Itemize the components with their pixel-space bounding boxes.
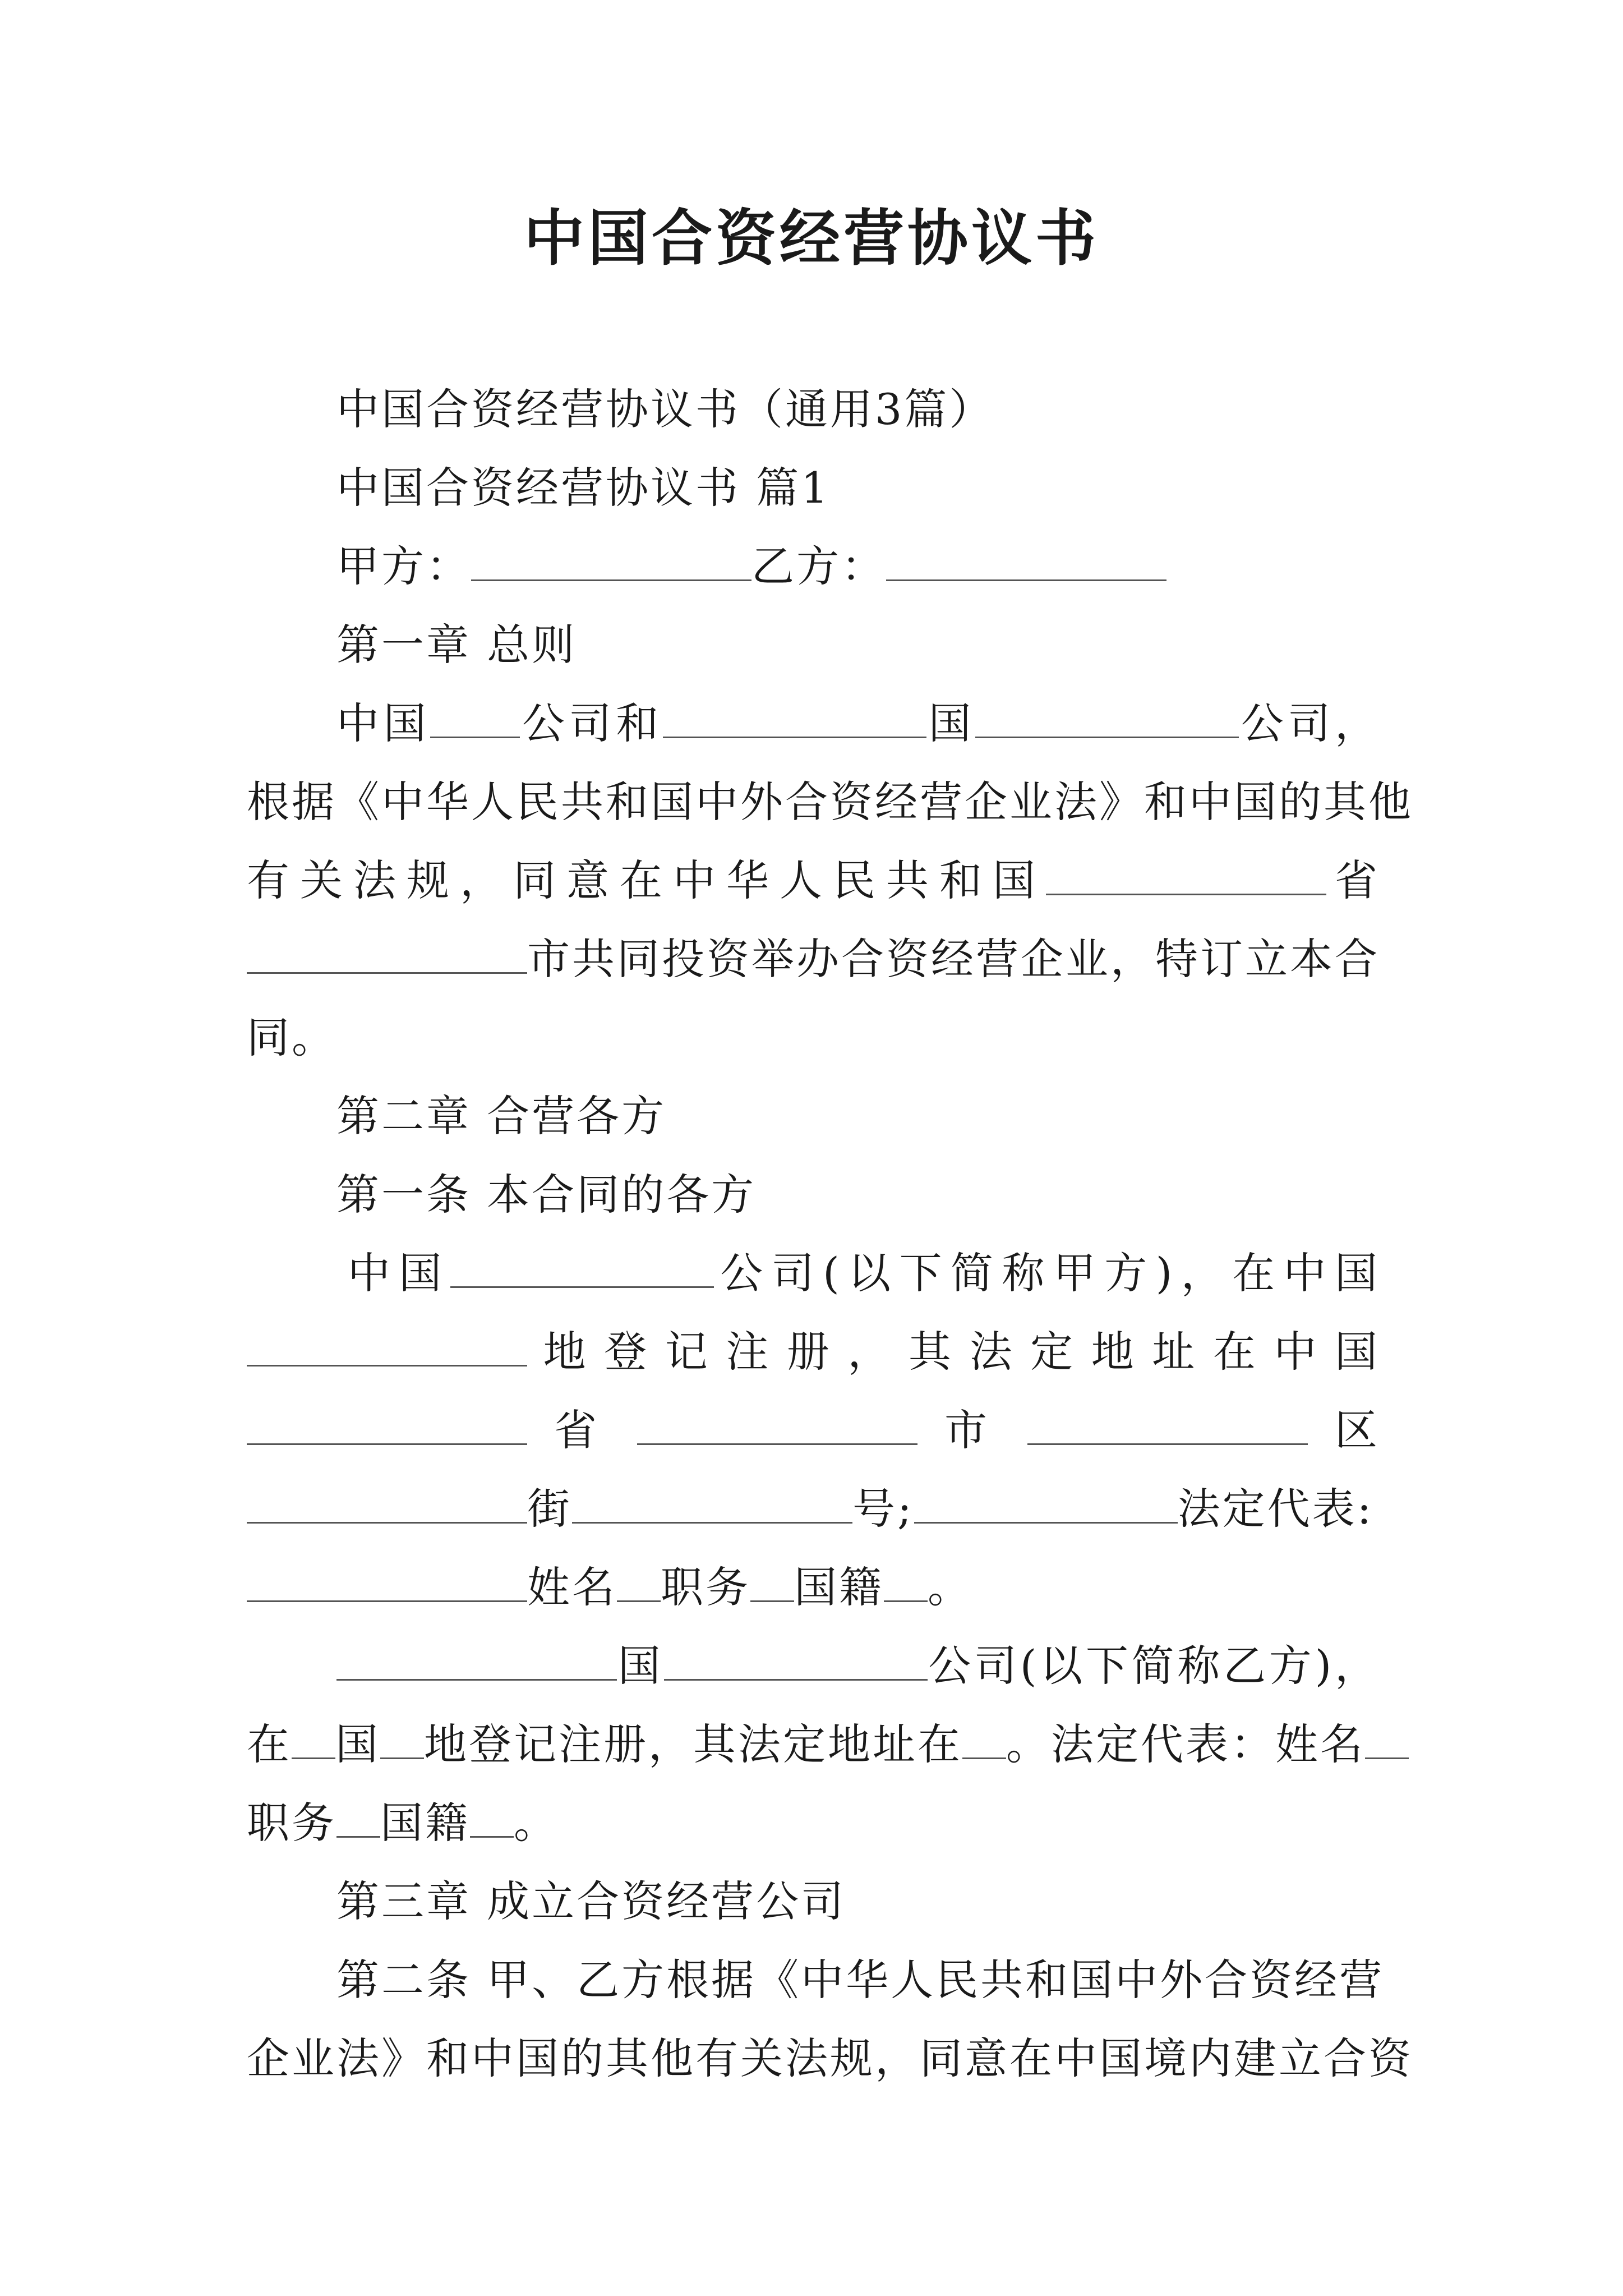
party-a-blank [471,540,751,581]
blank [247,1404,527,1445]
blank [470,1797,514,1838]
p3-line3-b: 国籍 [380,1798,470,1848]
blank [247,1561,527,1602]
p3-line2-c: 地登记注册，其法定地址在 [424,1719,962,1769]
p2-line4 [247,1481,1380,1537]
chapter-3-heading: 第三章 成立合资经营公司 [336,1876,846,1926]
blank [247,1483,527,1524]
blank [637,1404,917,1445]
p3-line3 [247,1795,1380,1851]
p2-line3 [247,1402,1380,1458]
article-2-line2: 企业法》和中国的其他有关法规，同意在中国境内建立合资 [247,2033,1413,2083]
blank [1027,1404,1308,1445]
p3-line3-c: 。 [514,1798,559,1848]
party-b-blank [886,540,1166,581]
p2-line2 [247,1324,1380,1380]
blank [962,1718,1006,1759]
p2-line4-no: 号; [852,1484,914,1534]
p3-line2-d: 。法定代表：姓名 [1006,1719,1365,1769]
p2-line3-prov: 省 [554,1405,610,1455]
p3-line2 [247,1717,1380,1773]
p2-line2-text: 地登记注册，其法定地址在中国 [527,1327,1380,1377]
blank [663,697,926,738]
p2-line3-city: 市 [944,1405,1000,1455]
p2-line5-title: 职务 [661,1562,750,1612]
p2-line5-name: 姓名 [527,1562,617,1612]
p1-line1 [336,696,1380,752]
p2-seg1: 中国 [348,1248,450,1298]
blank [750,1561,794,1602]
blank [430,697,520,738]
blank [336,1640,617,1681]
blank [247,1326,527,1366]
p3-line3-a: 职务 [247,1798,336,1848]
p1-line4-text: 市共同投资举办合资经营企业，特订立本合 [527,934,1380,984]
chapter-2-heading: 第二章 合营各方 [336,1091,667,1141]
article-2-line1: 第二条 甲、乙方根据《中华人民共和国中外合资经营 [336,1955,1385,2005]
p3-line2-b: 国 [335,1719,380,1769]
blank [664,1640,928,1681]
blank [450,1247,714,1288]
p2-line4-street: 街 [527,1484,572,1534]
blank [884,1561,928,1602]
p1-line3 [247,853,1380,909]
p2-line1 [348,1245,1380,1301]
p1-line2: 根据《中华人民共和国中外合资经营企业法》和中国的其他 [247,777,1413,827]
blank [336,1797,380,1838]
p1-line3-end: 省 [1326,855,1380,905]
subtitle: 中国合资经营协议书（通用3篇） [336,384,994,434]
p1-line3-text: 有关法规，同意在中华人民共和国 [247,855,1046,905]
p1-seg3: 国 [926,698,976,748]
blank [380,1718,424,1759]
p1-seg4: 公司， [1239,698,1380,748]
party-b-label: 乙方： [751,541,886,591]
p2-line3-dist: 区 [1335,1405,1380,1455]
p2-seg2: 公司(以下简称甲方)，在中国 [713,1248,1380,1298]
p1-line4 [247,931,1380,987]
p3-line1 [336,1638,1380,1694]
blank [914,1483,1178,1524]
blank [1365,1718,1409,1759]
article-1-heading: 第一条 本合同的各方 [336,1170,757,1220]
p1-line5: 同。 [247,1013,336,1062]
chapter-1-heading: 第一章 总则 [336,620,577,670]
blank [617,1561,661,1602]
p3-seg2: 公司(以下简称乙方)， [927,1641,1380,1691]
p1-seg1: 中国 [336,698,431,748]
parties-line [336,539,1469,595]
blank [247,933,527,974]
p2-line5-end: 。 [928,1562,972,1612]
p3-seg1: 国 [617,1641,664,1691]
blank [572,1483,852,1524]
part-heading: 中国合资经营协议书 篇1 [336,463,831,513]
blank [292,1718,335,1759]
p2-line5-nat: 国籍 [794,1562,884,1612]
p1-seg2: 公司和 [520,698,663,748]
party-a-label: 甲方： [336,541,471,591]
document-title: 中国合资经营协议书 [523,203,1099,274]
blank [1046,854,1326,895]
p3-line2-a: 在 [247,1719,292,1769]
p2-line5 [247,1559,1380,1616]
p2-line4-rep: 法定代表: [1177,1484,1374,1534]
blank [975,697,1239,738]
